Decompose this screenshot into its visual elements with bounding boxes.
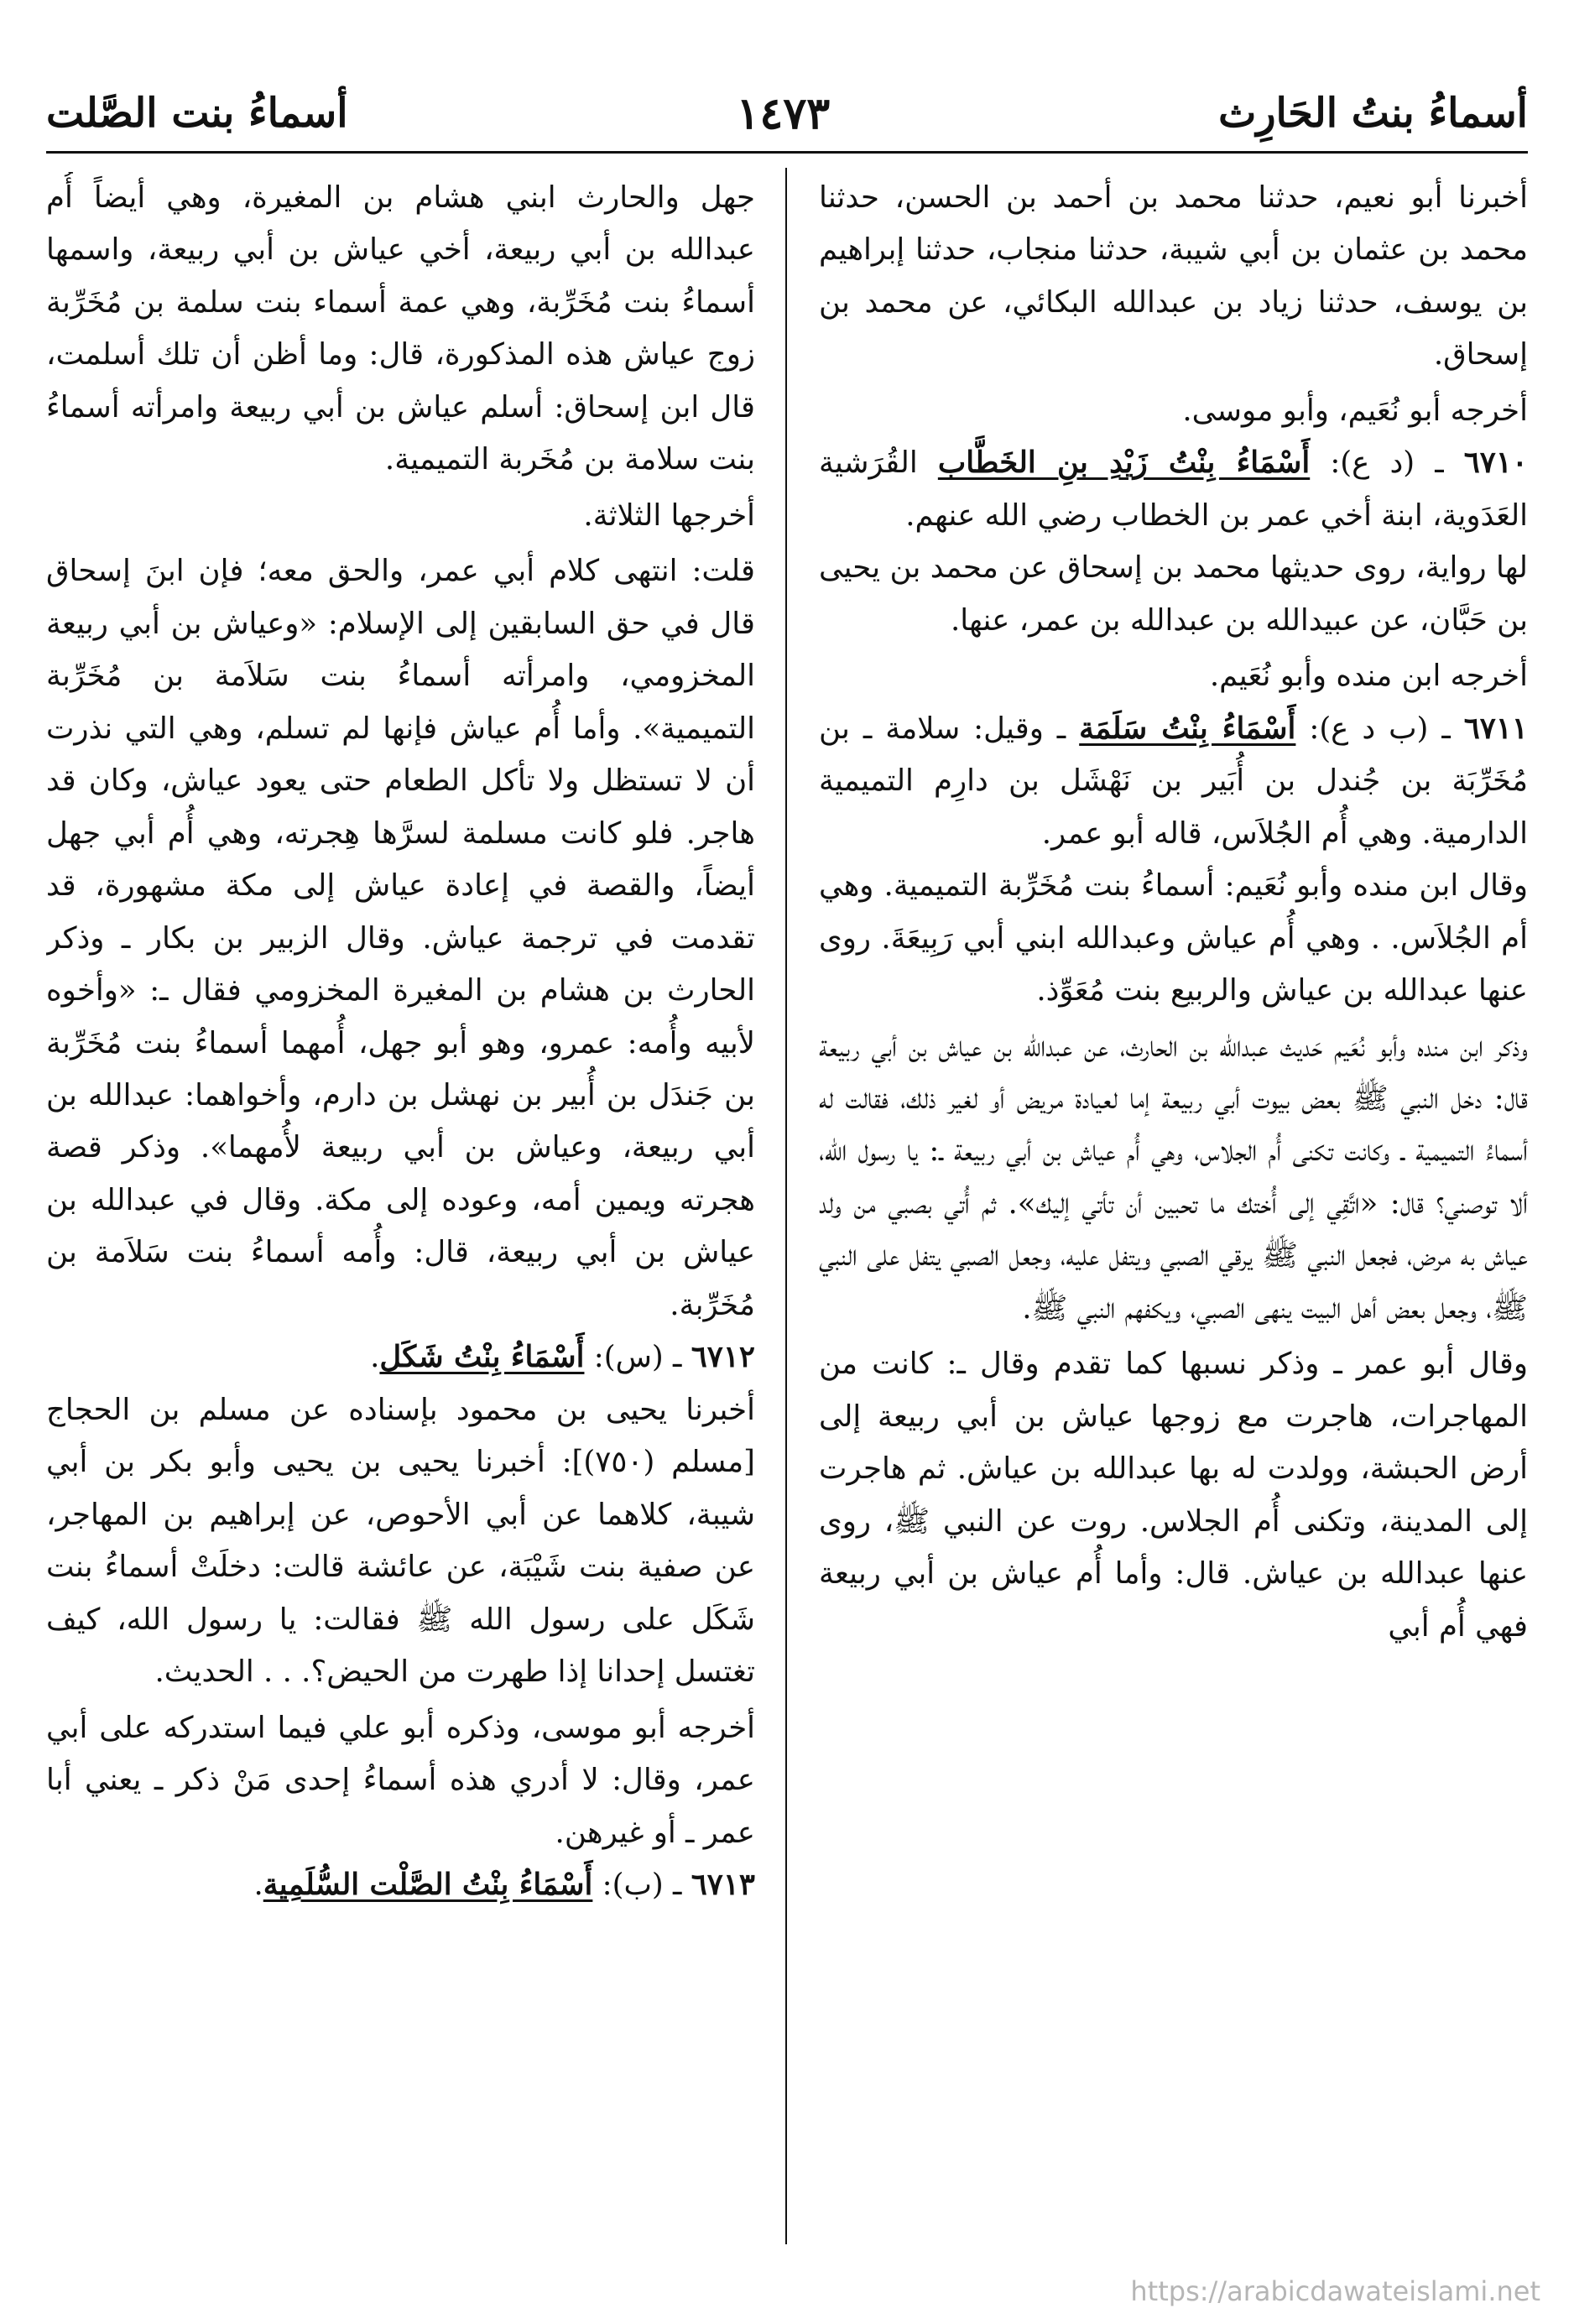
entry-name: أَسْمَاءُ بِنْتُ شَكَل (379, 1340, 585, 1375)
header-rule (46, 151, 1528, 154)
page-number: ١٤٧٣ (736, 87, 831, 139)
paragraph: قلت: انتهى كلام أبي عمر، والحق معه؛ فإن ابنَ إسحاق قال في حق السابقين إلى الإسلام: «وعياش بن أبي ربيعة المخزومي، وامرأته أسماءُ بنت سَلاَمة بن مُخَرِّبة التميمية». وأما أُم عياش فإنها لم تسلم، وهي التي نذرت أن لا تستظل ولا تأكل الطعام حتى يعود عياش، وكان قد هاجر. فلو كانت مسلمة لسرَّها هِجرته، وهي أُم أبي جهل أيضاً، والقصة في إعادة عياش إلى مكة مشهورة، قد تقدمت في ترجمة عياش. وقال الزبير بن بكار ـ وذكر الحارث بن هشام بن المغيرة المخزومي فقال ـ: «وأخوه لأبيه وأُمه: عمرو، وهو أبو جهل، أُمهما أسماءُ بنت مُخَرِّبة بن جَندَل بن أُبير بن نهشل بن دارم، وأخواهما: عبدالله بن أبي ربيعة، وعياش بن أبي ربيعة لأُمهما». وذكر قصة هجرته ويمين أمه، وعوده إلى مكة. وقال في عبدالله بن عياش بن أبي ربيعة، قال: وأُمه أسماءُ بنت سَلاَمة بن مُخَرِّبة. (46, 554, 755, 1322)
entry-number: ٦٧١٢ (691, 1340, 755, 1375)
entry-number: ٦٧١١ (1463, 711, 1528, 746)
right-column (819, 172, 1528, 2248)
paragraph: أخرجه ابن منده وأبو نُعَيم. (1209, 659, 1528, 694)
entry-name: أَسْمَاءُ بِنْتُ سَلَمَة (1079, 711, 1296, 746)
entry-source-tag: ـ (د ع): (1310, 446, 1464, 481)
running-head-right-title: أسماءُ بنتُ الحَارِث (1218, 90, 1528, 137)
paragraph: وذكر ابن منده وأبو نُعَيم حَديث عبدالله بن الحارث، عن عبدالله بن عياش بن أبي ربيعة قال: دخل النبي ﷺ بعض بيوت أبي ربيعة إما لعيادة مريض أو لغير ذلك، فقالت له أسماءُ التميمية ـ وكانت تكنى أُم الجلاس، وهي أُم عياش بن أبي ربيعة ـ: يا رسول الله، ألا توصني؟ قال: «اتَّقِي إلى أُختك ما تحبين أن تأتي إليك». ثم أُتي بصبي من ولد عياش به مرض، فجعل النبي ﷺ يرقي الصبي ويتفل عليه، وجعل الصبي يتفل على النبي ﷺ، وجعل بعض أهل البيت ينهى الصبي، ويكفهم النبي ﷺ. (819, 1029, 1528, 1326)
entry-rest: ـ وقيل: سلامة ـ بن مُخَرِّبَة بن جُندل بن أُبَير بن نَهْشَل بن دارِم التميمية الدارمية. وهي أُم الجُلاَس، قاله أبو عمر. (819, 711, 1528, 851)
entry-heading (46, 1859, 755, 1911)
paragraph: أخبرنا أبو نعيم، حدثنا محمد بن أحمد بن الحسن، حدثنا محمد بن عثمان بن أبي شيبة، حدثنا منجاب، حدثنا إبراهيم بن يوسف، حدثنا زياد بن عبدالله البكائي، عن محمد بن إسحاق. (819, 180, 1528, 373)
entry-source-tag: ـ (ب د ع): (1295, 711, 1464, 746)
entry-number: ٦٧١٠ (1463, 446, 1528, 481)
entry-heading (46, 1331, 755, 1383)
entry-rest: . (370, 1340, 380, 1375)
entry-rest: القُرَشية العَدَوية، ابنة أخي عمر بن الخطاب رضي الله عنهم. (819, 446, 1528, 533)
paragraph: أخرجه أبو موسى، وذكره أبو علي فيما استدركه على أبي عمر، وقال: لا أدري هذه أسماءُ إحدى مَنْ ذكر ـ يعني أبا عمر ـ أو غيرهن. (46, 1710, 755, 1850)
entry-source-tag: ـ (س): (584, 1340, 691, 1375)
entry-number: ٦٧١٣ (691, 1868, 755, 1902)
left-column (46, 172, 755, 2248)
entry-heading (819, 437, 1528, 542)
column-separator (785, 168, 787, 2244)
running-head-left-title: أسماءُ بنت الصَّلت (46, 90, 348, 137)
running-head (46, 80, 1528, 147)
paragraph: وقال ابن منده وأبو نُعَيم: أسماءُ بنت مُخَرِّبة التميمية. وهي أم الجُلاَس. . وهي أُم عياش وعبدالله ابني أبي رَبِيعَةَ. روى عنها عبدالله بن عياش والربيع بنت مُعَوِّذ. (819, 868, 1528, 1008)
paragraph: أخبرنا يحيى بن محمود بإسناده عن مسلم بن الحجاج [مسلم (٧٥٠)]: أخبرنا يحيى بن يحيى وأبو بكر بن أبي شيبة، كلاهما عن أبي الأحوص، عن إبراهيم بن المهاجر، عن صفية بنت شَيْبَة، عن عائشة قالت: دخلَتْ أسماءُ بنت شَكَل على رسول الله ﷺ فقالت: يا رسول الله، كيف تغتسل إحدانا إذا طهرت من الحيض؟. . . الحديث. (46, 1392, 755, 1690)
watermark-url: https://arabicdawateislami.net (1130, 2275, 1540, 2307)
paragraph: وقال أبو عمر ـ وذكر نسبها كما تقدم وقال ـ: كانت من المهاجرات، هاجرت مع زوجها عياش بن أبي ربيعة إلى أرض الحبشة، وولدت له بها عبدالله بن عياش. ثم هاجرت إلى المدينة، وتكنى أُم الجلاس. روت عن النبي ﷺ، روى عنها عبدالله بن عياش. قال: وأما أُم عياش بن أبي ربيعة فهي أُم أبي (819, 1347, 1528, 1644)
entry-rest: . (253, 1868, 263, 1902)
paragraph: لها رواية، روى حديثها محمد بن إسحاق عن محمد بن يحيى بن حَبَّان، عن عبيدالله بن عبدالله بن عمر، عنها. (819, 550, 1528, 638)
entry-heading (819, 703, 1528, 860)
paragraph: جهل والحارث ابني هشام بن المغيرة، وهي أيضاً أُم عبدالله بن أبي ربيعة، أخي عياش بن أبي ربيعة، واسمها أسماءُ بنت مُخَرِّبة، وهي عمة أسماء بنت سلمة بن مُخَرِّبة زوج عياش هذه المذكورة، قال: وما أظن أن تلك أسلمت، قال ابن إسحاق: أسلم عياش بن أبي ربيعة وامرأته أسماءُ بنت سلامة بن مُخَربة التميمية. (46, 180, 755, 477)
paragraph: أخرجها الثلاثة. (583, 498, 755, 533)
entry-source-tag: ـ (ب): (592, 1868, 691, 1902)
paragraph: أخرجه أبو نُعَيم، وأبو موسى. (1182, 393, 1528, 428)
entry-name: أَسْمَاءُ بِنْتُ الصَّلْت السُّلَمِية (263, 1868, 593, 1902)
entry-name: أَسْمَاءُ بِنْتُ زَيْدِ بنِ الخَطَّاب (937, 446, 1311, 481)
